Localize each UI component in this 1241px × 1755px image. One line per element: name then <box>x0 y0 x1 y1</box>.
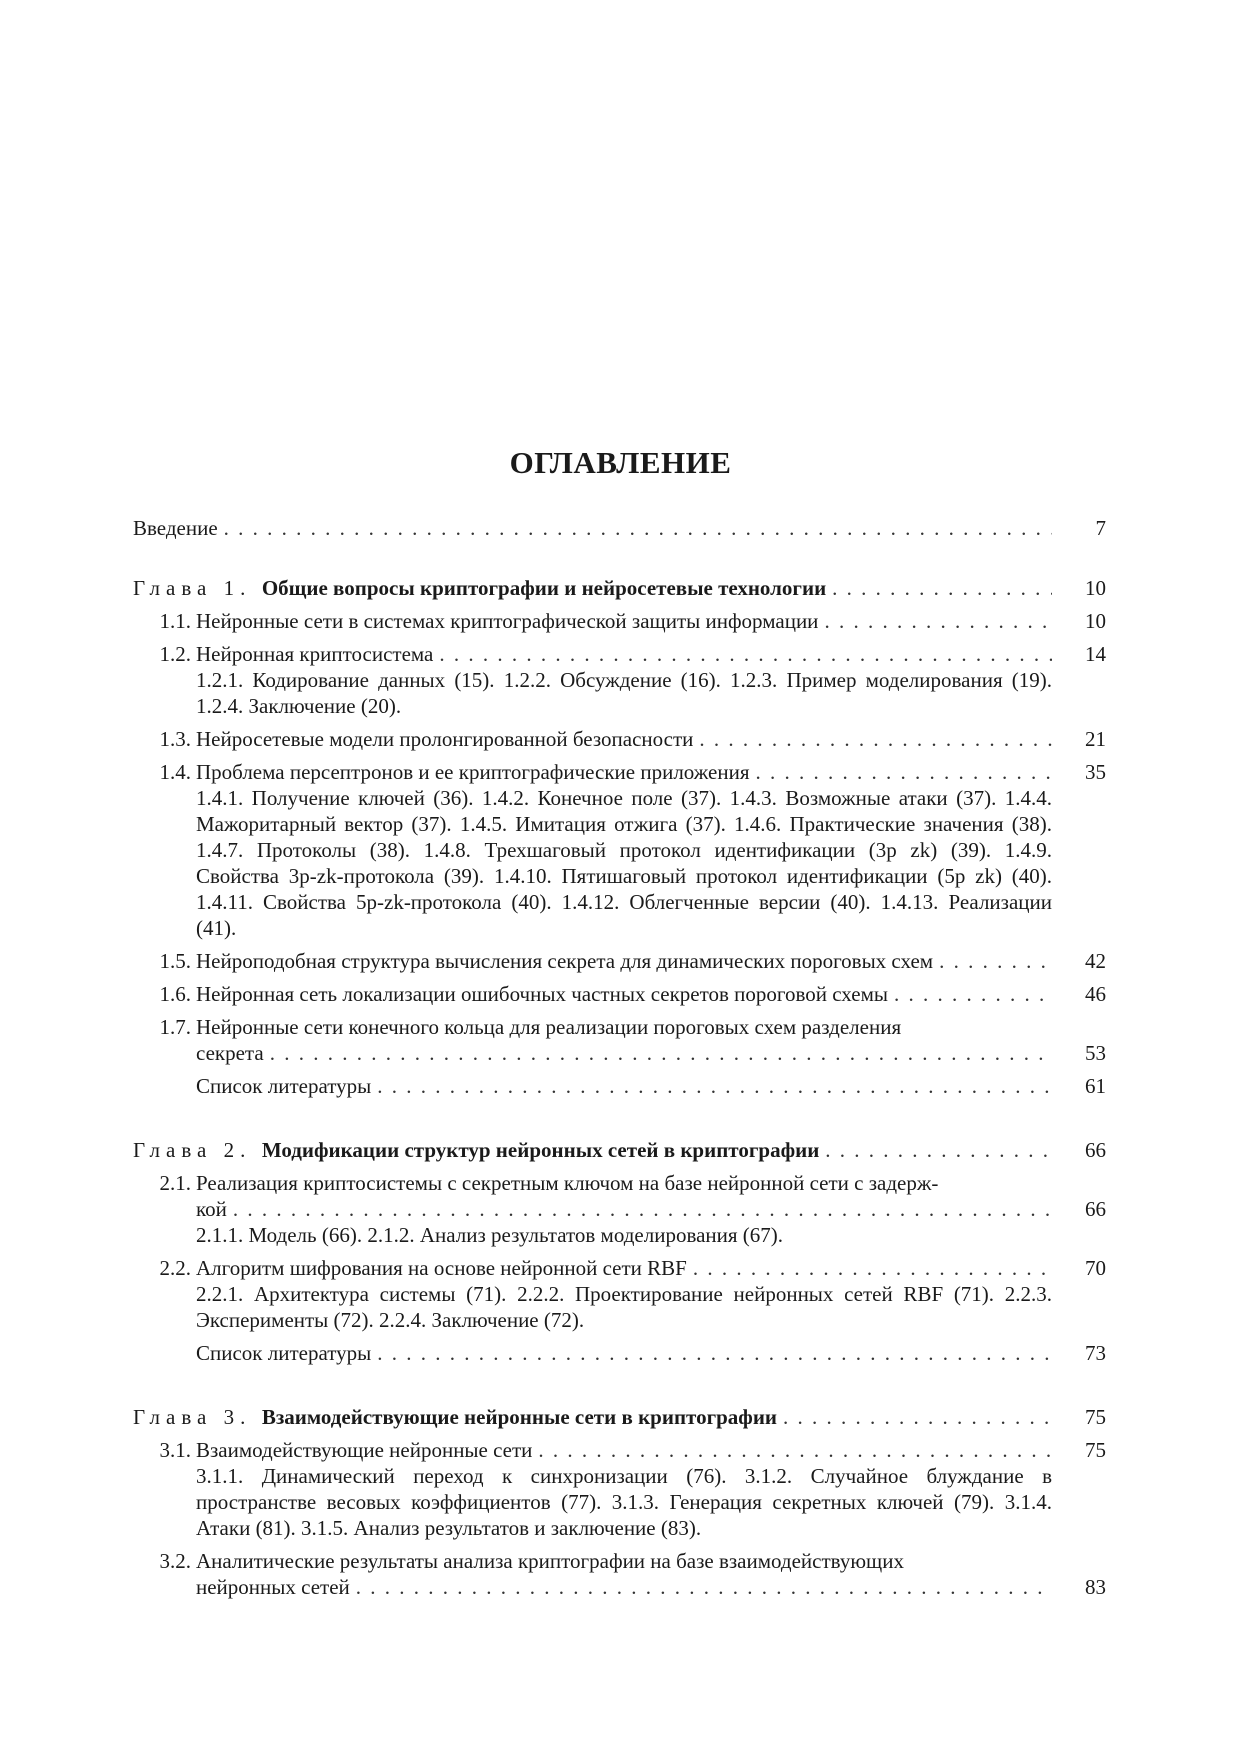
section-number: 3.2. <box>159 1549 191 1573</box>
entry-label-continued: секрета <box>196 1041 264 1065</box>
dot-leader <box>224 515 1052 541</box>
subsections: 2.2.1. Архитектура системы (71). 2.2.2. Проектирование нейронных сетей RBF (71). 2.2.3. Эксперименты (72). 2.2.4. Заключение (72). <box>196 1282 1052 1332</box>
toc-entry-1-3[interactable] <box>133 726 1106 752</box>
toc-entry-3-2[interactable] <box>133 1548 1106 1600</box>
dot-leader <box>939 948 1052 974</box>
entry-label: Нейронные сети конечного кольца для реализации пороговых схем разделения <box>196 1015 902 1039</box>
dot-leader <box>755 759 1052 785</box>
chapter-prefix: Глава 1. <box>133 576 252 600</box>
section-number: 3.1. <box>159 1438 191 1462</box>
page-number: 7 <box>1095 516 1106 540</box>
page-number: 14 <box>1085 642 1106 666</box>
chapter-heading[interactable] <box>133 575 1106 601</box>
chapter-title: Взаимодействующие нейронные сети в криптографии <box>261 1405 778 1429</box>
chapter-title: Модификации структур нейронных сетей в криптографии <box>261 1138 820 1162</box>
page-number: 35 <box>1085 760 1106 784</box>
page-number: 61 <box>1085 1074 1106 1098</box>
table-of-contents <box>133 515 1106 1600</box>
entry-label: Нейросетевые модели пролонгированной безопасности <box>196 727 694 751</box>
dot-leader <box>832 575 1052 601</box>
section-number: 1.7. <box>159 1015 191 1039</box>
page-number: 46 <box>1085 982 1106 1006</box>
entry-label: Нейронная сеть локализации ошибочных частных секретов пороговой схемы <box>196 982 889 1006</box>
section-number: 2.1. <box>159 1171 191 1195</box>
page-number: 53 <box>1085 1041 1106 1065</box>
toc-entry-2-1[interactable] <box>133 1170 1106 1248</box>
dot-leader <box>270 1040 1052 1066</box>
dot-leader <box>439 641 1052 667</box>
section-number: 1.1. <box>159 609 191 633</box>
toc-entry-1-1[interactable] <box>133 608 1106 634</box>
subsections: 3.1.1. Динамический переход к синхронизации (76). 3.1.2. Случайное блуждание в пространстве весовых коэффициентов (77). 3.1.3. Генерация секретных ключей (79). 3.1.4. Атаки (81). 3.1.5. Анализ результатов и заключение (83). <box>196 1464 1052 1540</box>
section-number: 1.2. <box>159 642 191 666</box>
entry-label-continued: нейронных сетей <box>196 1575 350 1599</box>
chapter-prefix: Глава 3. <box>133 1405 252 1429</box>
subsections: 1.2.1. Кодирование данных (15). 1.2.2. Обсуждение (16). 1.2.3. Пример моделирования (19). 1.2.4. Заключение (20). <box>196 668 1052 718</box>
entry-label: Нейронная криптосистема <box>196 642 434 666</box>
entry-label-continued: кой <box>196 1197 227 1221</box>
entry-label: Список литературы <box>196 1074 372 1098</box>
toc-entry-1-6[interactable] <box>133 981 1106 1007</box>
entry-label: Введение <box>133 516 218 540</box>
section-number: 2.2. <box>159 1256 191 1280</box>
entry-label: Проблема персептронов и ее криптографические приложения <box>196 760 750 784</box>
toc-entry-1-4[interactable] <box>133 759 1106 941</box>
toc-entry-literature-2[interactable] <box>196 1340 1106 1366</box>
section-number: 1.6. <box>159 982 191 1006</box>
toc-entry-3-1[interactable] <box>133 1437 1106 1541</box>
page-number: 73 <box>1085 1341 1106 1365</box>
dot-leader <box>538 1437 1052 1463</box>
chapter-2 <box>133 1137 1106 1366</box>
dot-leader <box>783 1404 1052 1430</box>
dot-leader <box>377 1340 1052 1366</box>
toc-entry-1-5[interactable] <box>133 948 1106 974</box>
dot-leader <box>699 726 1052 752</box>
subsections: 1.4.1. Получение ключей (36). 1.4.2. Конечное поле (37). 1.4.3. Возможные атаки (37). 1.4.4. Мажоритарный вектор (37). 1.4.5. Имитация отжига (37). 1.4.6. Практические значения (38). 1.4.7. Протоколы (38). 1.4.8. Трехшаговый протокол идентификации (3p zk) (39). 1.4.9. Свойства 3p-zk-протокола (39). 1.4.10. Пятишаговый протокол идентификации (5p zk) (40). 1.4.11. Свойства 5p-zk-протокола (40). 1.4.12. Облегченные версии (40). 1.4.13. Реализации (41). <box>196 786 1052 940</box>
page-number: 70 <box>1085 1256 1106 1280</box>
page-number: 42 <box>1085 949 1106 973</box>
subsections: 2.1.1. Модель (66). 2.1.2. Анализ результатов моделирования (67). <box>196 1223 784 1247</box>
chapter-prefix: Глава 2. <box>133 1138 252 1162</box>
page-number: 75 <box>1085 1438 1106 1462</box>
page-number: 21 <box>1085 727 1106 751</box>
dot-leader <box>825 1137 1052 1163</box>
dot-leader <box>894 981 1052 1007</box>
page-number: 75 <box>1085 1405 1106 1429</box>
page-number: 10 <box>1085 609 1106 633</box>
toc-entry-literature-1[interactable] <box>196 1073 1106 1099</box>
chapter-heading[interactable] <box>133 1137 1106 1163</box>
page-title: ОГЛАВЛЕНИЕ <box>509 445 732 480</box>
chapter-heading[interactable] <box>133 1404 1106 1430</box>
section-number: 1.4. <box>159 760 191 784</box>
toc-entry-1-2[interactable] <box>133 641 1106 719</box>
page-number: 66 <box>1085 1197 1106 1221</box>
dot-leader <box>824 608 1052 634</box>
entry-label: Реализация криптосистемы с секретным ключом на базе нейронной сети с задерж- <box>196 1171 939 1195</box>
dot-leader <box>356 1574 1052 1600</box>
section-number: 1.3. <box>159 727 191 751</box>
entry-label: Алгоритм шифрования на основе нейронной сети RBF <box>196 1256 687 1280</box>
entry-label: Взаимодействующие нейронные сети <box>196 1438 533 1462</box>
dot-leader <box>693 1255 1052 1281</box>
page-number: 83 <box>1085 1575 1106 1599</box>
entry-label: Список литературы <box>196 1341 372 1365</box>
toc-entry-2-2[interactable] <box>133 1255 1106 1333</box>
entry-label: Нейроподобная структура вычисления секрета для динамических пороговых схем <box>196 949 934 973</box>
toc-entry-1-7[interactable] <box>133 1014 1106 1066</box>
page-number: 10 <box>1085 576 1106 600</box>
entry-label: Нейронные сети в системах криптографической защиты информации <box>196 609 819 633</box>
dot-leader <box>233 1196 1052 1222</box>
dot-leader <box>377 1073 1052 1099</box>
chapter-title: Общие вопросы криптографии и нейросетевые технологии <box>261 576 827 600</box>
section-number: 1.5. <box>159 949 191 973</box>
chapter-1 <box>133 575 1106 1099</box>
entry-label: Аналитические результаты анализа криптографии на базе взаимодействующих <box>196 1549 904 1573</box>
chapter-3 <box>133 1404 1106 1600</box>
toc-entry-intro[interactable] <box>133 515 1106 541</box>
page-number: 66 <box>1085 1138 1106 1162</box>
